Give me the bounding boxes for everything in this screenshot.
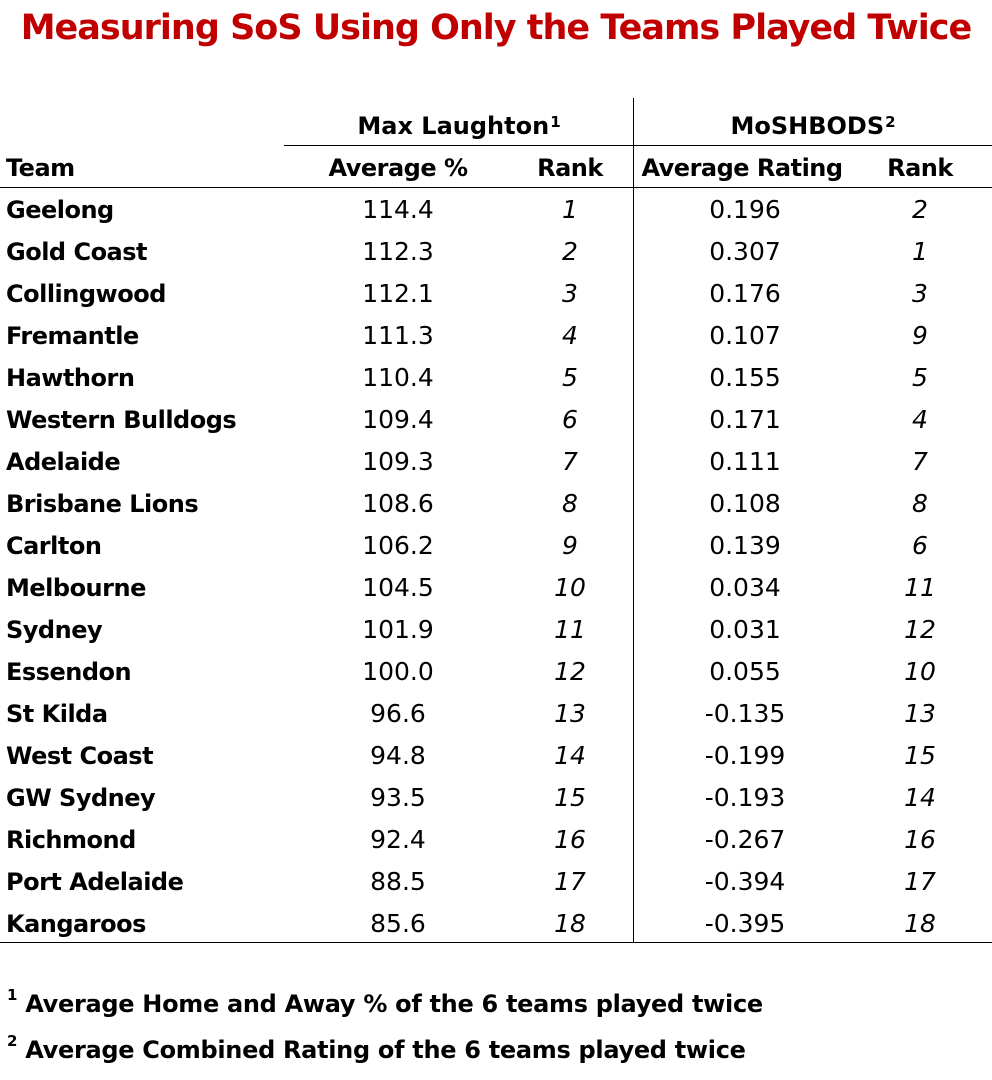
column-header-average-rating: Average Rating [641, 154, 843, 182]
cell-team: St Kilda [6, 700, 108, 728]
cell-rank-moshbods: 9 [912, 321, 928, 350]
cell-average-pct: 85.6 [370, 909, 426, 938]
cell-rank-moshbods: 11 [904, 573, 936, 602]
cell-average-pct: 94.8 [370, 741, 426, 770]
column-header-team: Team [6, 154, 75, 182]
cell-rank-moshbods: 5 [912, 363, 928, 392]
page-title: Measuring SoS Using Only the Teams Played Twice [20, 8, 972, 48]
cell-team: Adelaide [6, 448, 121, 476]
cell-average-pct: 101.9 [362, 615, 434, 644]
cell-average-pct: 109.3 [362, 447, 434, 476]
cell-average-rating: -0.267 [704, 825, 786, 854]
cell-rank-moshbods: 16 [904, 825, 936, 854]
cell-team: Melbourne [6, 574, 146, 602]
cell-rank-moshbods: 15 [904, 741, 936, 770]
cell-average-rating: 0.034 [709, 573, 781, 602]
cell-rank-max-laughton: 10 [554, 573, 586, 602]
cell-rank-moshbods: 10 [904, 657, 936, 686]
cell-team: Brisbane Lions [6, 490, 199, 518]
cell-team: Geelong [6, 196, 114, 224]
cell-average-rating: 0.108 [709, 489, 781, 518]
cell-average-pct: 93.5 [370, 783, 426, 812]
cell-team: GW Sydney [6, 784, 156, 812]
cell-average-rating: 0.111 [709, 447, 781, 476]
cell-rank-max-laughton: 13 [554, 699, 586, 728]
cell-team: Gold Coast [6, 238, 148, 266]
column-header-average-pct: Average % [328, 154, 468, 182]
cell-rank-moshbods: 17 [904, 867, 936, 896]
cell-rank-max-laughton: 1 [562, 195, 578, 224]
cell-average-pct: 106.2 [362, 531, 434, 560]
footnote-marker: 2 [7, 1032, 18, 1050]
cell-rank-moshbods: 6 [912, 531, 928, 560]
cell-rank-moshbods: 3 [912, 279, 928, 308]
footnote-marker: 1 [7, 986, 18, 1004]
cell-average-pct: 112.3 [362, 237, 434, 266]
cell-rank-max-laughton: 4 [562, 321, 578, 350]
footnote-text: Average Home and Away % of the 6 teams played twice [25, 990, 763, 1018]
cell-team: Essendon [6, 658, 132, 686]
cell-average-pct: 108.6 [362, 489, 434, 518]
cell-average-rating: 0.176 [709, 279, 781, 308]
cell-average-rating: 0.155 [709, 363, 781, 392]
cell-rank-max-laughton: 18 [554, 909, 586, 938]
cell-average-rating: -0.394 [704, 867, 786, 896]
column-header-rank-max-laughton: Rank [537, 154, 603, 182]
footnote-marker: 2 [885, 113, 896, 131]
cell-rank-moshbods: 12 [904, 615, 936, 644]
column-header-rank-moshbods: Rank [887, 154, 953, 182]
footnote-2 [6, 1032, 746, 1064]
cell-average-pct: 96.6 [370, 699, 426, 728]
cell-average-rating: 0.171 [709, 405, 781, 434]
cell-average-rating: 0.055 [709, 657, 781, 686]
cell-average-pct: 112.1 [362, 279, 434, 308]
cell-average-pct: 92.4 [370, 825, 426, 854]
group-header-label: MoSHBODS [730, 112, 885, 140]
cell-rank-max-laughton: 7 [562, 447, 578, 476]
cell-rank-max-laughton: 12 [554, 657, 586, 686]
cell-rank-max-laughton: 2 [562, 237, 578, 266]
group-header-label: Max Laughton [357, 112, 550, 140]
cell-average-rating: 0.107 [709, 321, 781, 350]
cell-team: Hawthorn [6, 364, 135, 392]
cell-team: Western Bulldogs [6, 406, 237, 434]
cell-average-rating: -0.193 [704, 783, 786, 812]
footnote-marker: 1 [550, 113, 561, 131]
cell-average-rating: 0.196 [709, 195, 781, 224]
footnote-text: Average Combined Rating of the 6 teams played twice [25, 1036, 746, 1064]
cell-average-pct: 114.4 [362, 195, 434, 224]
cell-average-pct: 104.5 [362, 573, 434, 602]
cell-rank-max-laughton: 9 [562, 531, 578, 560]
cell-average-rating: 0.031 [709, 615, 781, 644]
cell-rank-moshbods: 13 [904, 699, 936, 728]
cell-average-rating: -0.135 [704, 699, 786, 728]
cell-rank-moshbods: 1 [912, 237, 928, 266]
cell-rank-max-laughton: 14 [554, 741, 586, 770]
cell-rank-max-laughton: 15 [554, 783, 586, 812]
cell-average-pct: 100.0 [362, 657, 434, 686]
cell-rank-max-laughton: 3 [562, 279, 578, 308]
cell-average-rating: 0.139 [709, 531, 781, 560]
footnote-1 [6, 986, 763, 1018]
cell-rank-moshbods: 4 [912, 405, 928, 434]
group-header-rule [284, 145, 992, 146]
cell-team: Carlton [6, 532, 102, 560]
cell-rank-moshbods: 18 [904, 909, 936, 938]
cell-rank-max-laughton: 11 [554, 615, 586, 644]
cell-rank-max-laughton: 17 [554, 867, 586, 896]
cell-average-rating: -0.199 [704, 741, 786, 770]
cell-average-pct: 88.5 [370, 867, 426, 896]
cell-rank-max-laughton: 6 [562, 405, 578, 434]
cell-rank-max-laughton: 8 [562, 489, 578, 518]
cell-team: Fremantle [6, 322, 139, 350]
cell-rank-max-laughton: 5 [562, 363, 578, 392]
cell-average-pct: 111.3 [362, 321, 434, 350]
cell-rank-moshbods: 14 [904, 783, 936, 812]
group-header-moshbods [634, 104, 992, 148]
cell-team: Collingwood [6, 280, 166, 308]
group-header-max-laughton [284, 104, 634, 148]
cell-average-pct: 109.4 [362, 405, 434, 434]
cell-team: Port Adelaide [6, 868, 184, 896]
cell-rank-moshbods: 8 [912, 489, 928, 518]
cell-rank-max-laughton: 16 [554, 825, 586, 854]
cell-rank-moshbods: 7 [912, 447, 928, 476]
cell-team: Richmond [6, 826, 136, 854]
cell-team: West Coast [6, 742, 154, 770]
cell-average-rating: 0.307 [709, 237, 781, 266]
cell-average-pct: 110.4 [362, 363, 434, 392]
cell-team: Kangaroos [6, 910, 146, 938]
cell-rank-moshbods: 2 [912, 195, 928, 224]
cell-team: Sydney [6, 616, 103, 644]
cell-average-rating: -0.395 [704, 909, 786, 938]
